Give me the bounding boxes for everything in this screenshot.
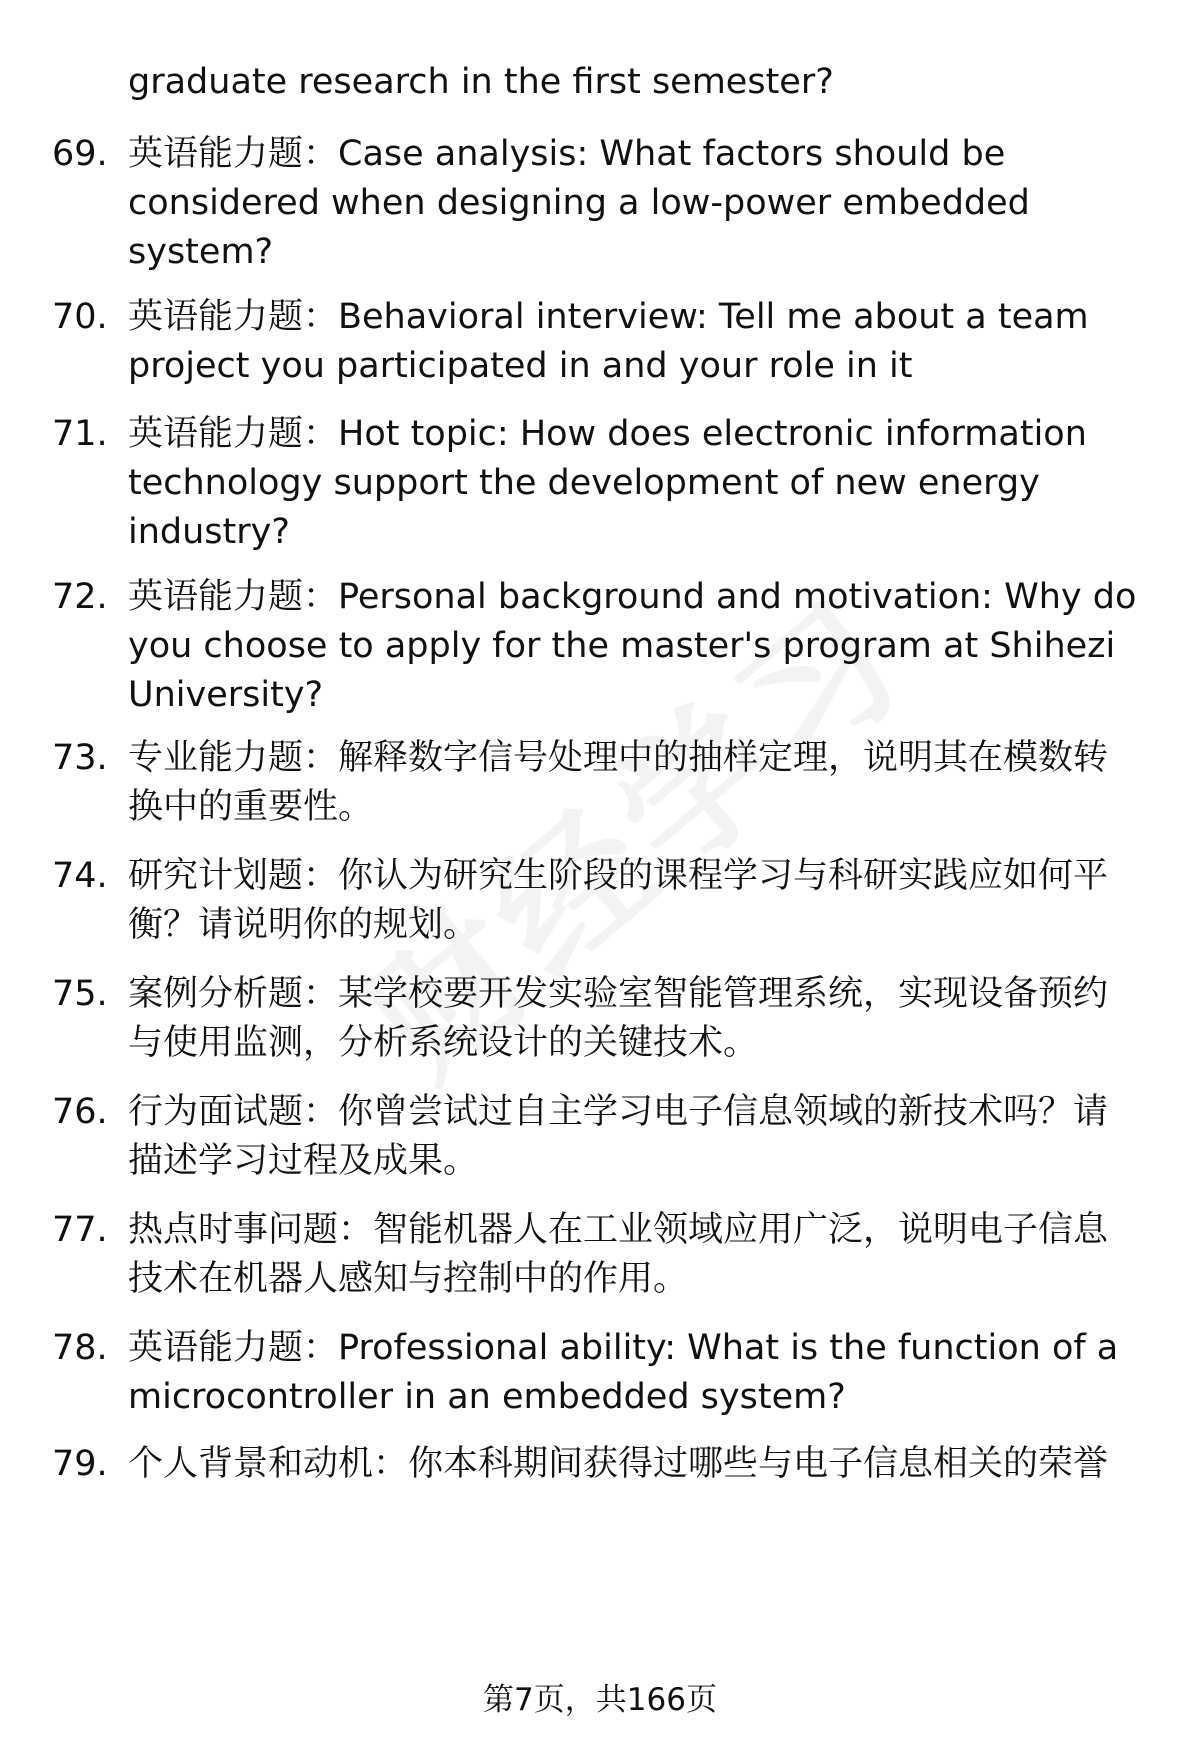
- question-text: 热点时事问题：智能机器人在工业领域应用广泛，说明电子信息技术在机器人感知与控制中的作用。: [128, 1210, 1109, 1299]
- question-item-76: [52, 1088, 1142, 1186]
- question-item-72: [52, 573, 1142, 720]
- question-item-69: [52, 130, 1142, 277]
- question-item-77: [52, 1206, 1142, 1304]
- question-text: 英语能力题：Behavioral interview: Tell me about a team project you participated in and your role in it: [128, 297, 1089, 386]
- question-item-74: [52, 852, 1142, 950]
- question-text: 案例分析题：某学校要开发实验室智能管理系统，实现设备预约与使用监测，分析系统设计的关键技术。: [128, 974, 1109, 1063]
- page-footer: 第7页，共166页: [483, 1682, 717, 1718]
- question-text: 英语能力题：Case analysis: What factors should be considered when designing a low-power embedded system?: [128, 134, 1030, 272]
- question-number: 70.: [52, 297, 108, 337]
- question-number: 77.: [52, 1210, 108, 1250]
- question-text: 英语能力题：Personal background and motivation: Why do you choose to apply for the master's program at Shihezi University?: [128, 577, 1137, 715]
- question-number: 71.: [52, 414, 108, 454]
- question-item-78: [52, 1324, 1142, 1422]
- question-item-71: [52, 410, 1142, 557]
- question-item-75: [52, 970, 1142, 1068]
- question-number: 73.: [52, 738, 108, 778]
- question-number: 72.: [52, 577, 108, 617]
- question-text: 个人背景和动机：你本科期间获得过哪些与电子信息相关的荣誉: [128, 1444, 1109, 1484]
- question-number: 76.: [52, 1092, 108, 1132]
- question-number: 79.: [52, 1444, 108, 1484]
- question-number: 78.: [52, 1328, 108, 1368]
- question-text: 研究计划题：你认为研究生阶段的课程学习与科研实践应如何平衡？请说明你的规划。: [128, 856, 1109, 945]
- question-number: 69.: [52, 134, 108, 174]
- question-item-70: [52, 293, 1142, 391]
- question-text: 英语能力题：Hot topic: How does electronic information technology support the development of new energy industry?: [128, 414, 1087, 552]
- question-text: 英语能力题：Professional ability: What is the function of a microcontroller in an embedded system?: [128, 1328, 1119, 1417]
- continued-question-text: graduate research in the first semester?: [128, 62, 834, 102]
- question-number: 74.: [52, 856, 108, 896]
- question-number: 75.: [52, 974, 108, 1014]
- question-item-73: [52, 734, 1142, 832]
- question-item-79: [52, 1440, 1142, 1489]
- question-text: 专业能力题：解释数字信号处理中的抽样定理，说明其在模数转换中的重要性。: [128, 738, 1109, 827]
- question-text: 行为面试题：你曾尝试过自主学习电子信息领域的新技术吗？请描述学习过程及成果。: [128, 1092, 1109, 1181]
